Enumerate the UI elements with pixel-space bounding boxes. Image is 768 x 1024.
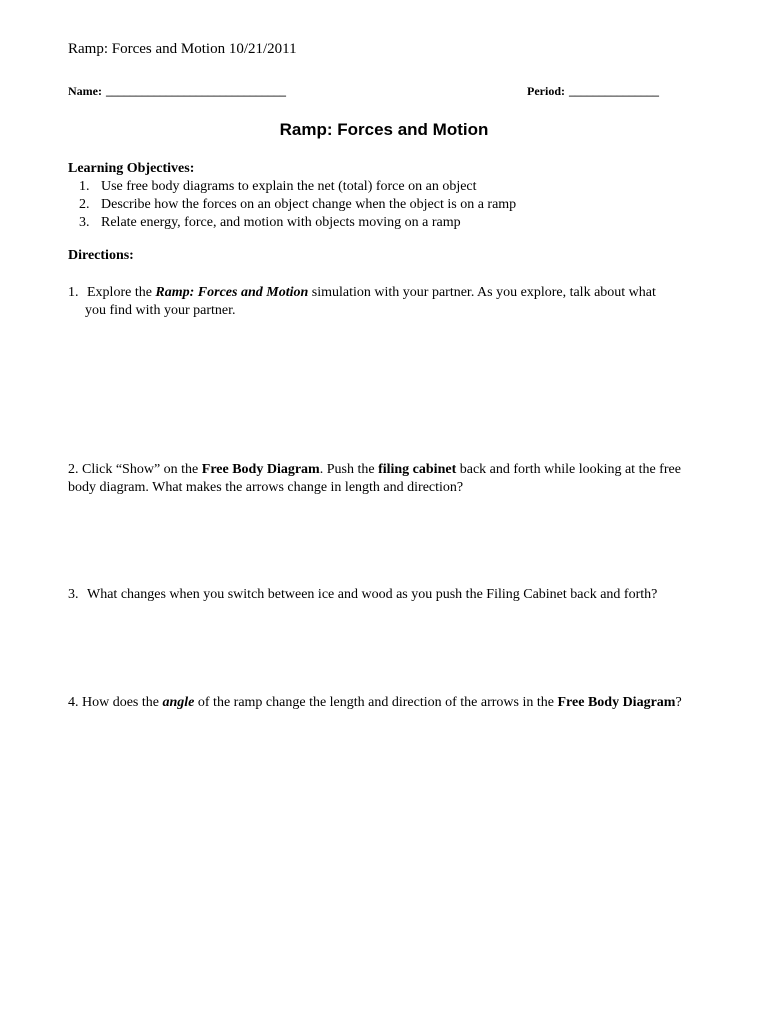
objective-text: Describe how the forces on an object change when the object is on a ramp xyxy=(101,197,517,212)
filing-cabinet-term: filing cabinet xyxy=(378,462,457,477)
name-label: Name: xyxy=(68,84,102,98)
question-4 xyxy=(68,694,708,712)
objective-number: 2. xyxy=(79,197,90,212)
question-number: 1. xyxy=(68,285,79,300)
question-text: How does the xyxy=(78,695,163,710)
question-text: of the ramp change the length and direction of the arrows in the xyxy=(194,695,558,710)
question-number: 3. xyxy=(68,587,79,602)
question-text: Click “Show” on the xyxy=(78,462,202,477)
period-label: Period: xyxy=(527,84,565,98)
objective-text: Relate energy, force, and motion with objects moving on a ramp xyxy=(101,215,461,230)
learning-objectives-heading: Learning Objectives: xyxy=(68,161,195,176)
period-field xyxy=(527,82,659,100)
question-3 xyxy=(68,586,708,604)
name-field xyxy=(68,82,286,100)
document-header: Ramp: Forces and Motion 10/21/2011 xyxy=(68,41,297,57)
question-text: Explore the xyxy=(87,285,156,300)
question-text: back and forth while looking at the free body diagram. What makes the arrows change in length and direction? xyxy=(68,462,681,495)
free-body-diagram-term: Free Body Diagram xyxy=(557,695,676,710)
question-text: simulation with your partner. As you explore, talk about what xyxy=(308,285,656,300)
question-text: What changes when you switch between ice and wood as you push the Filing Cabinet back and forth? xyxy=(87,587,658,602)
period-blank: _______________ xyxy=(569,84,659,98)
angle-term: angle xyxy=(162,695,195,710)
question-1 xyxy=(68,284,708,320)
objective-item xyxy=(79,178,477,196)
question-2 xyxy=(68,461,708,497)
question-number: 2. xyxy=(68,462,79,477)
question-text: ? xyxy=(675,695,682,710)
objective-item xyxy=(79,214,461,232)
objective-number: 1. xyxy=(79,179,90,194)
question-number: 4. xyxy=(68,695,79,710)
objective-item xyxy=(79,196,516,214)
name-blank: ______________________________ xyxy=(105,84,286,98)
question-text: . Push the xyxy=(319,462,379,477)
simulation-name: Ramp: Forces and Motion xyxy=(155,285,309,300)
objective-number: 3. xyxy=(79,215,90,230)
directions-heading: Directions: xyxy=(68,248,134,263)
free-body-diagram-term: Free Body Diagram xyxy=(201,462,320,477)
page-title: Ramp: Forces and Motion xyxy=(279,120,489,139)
question-text: you find with your partner. xyxy=(85,303,236,318)
objective-text: Use free body diagrams to explain the net (total) force on an object xyxy=(101,179,477,194)
